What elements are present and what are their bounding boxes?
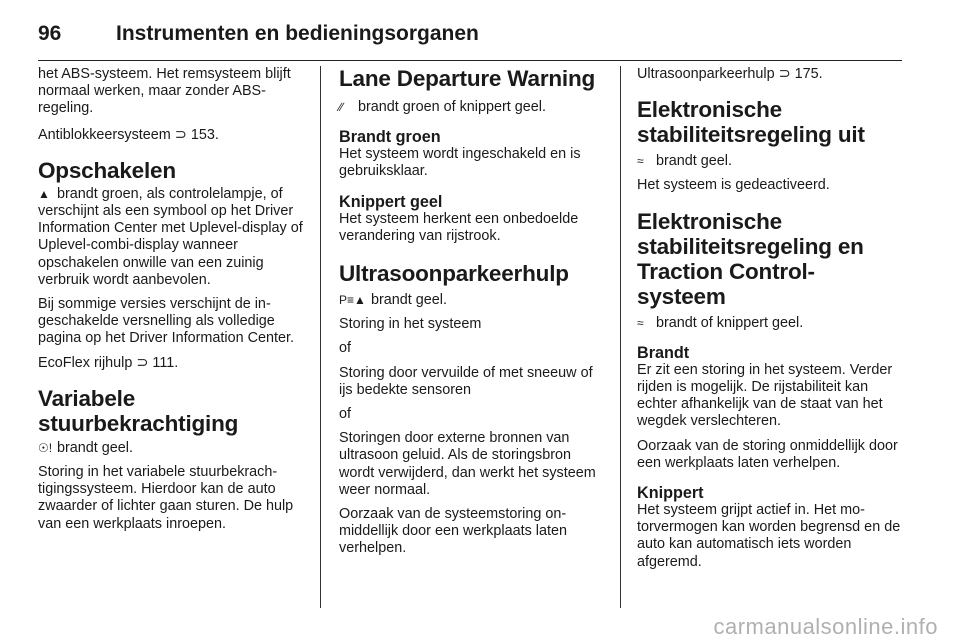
oorzaak-paragraph: Oorzaak van de systeemstoring onmiddellijk door een werkplaats laten verhelpen. — [339, 506, 567, 557]
opschakelen-paragraph — [38, 186, 306, 289]
shift-up-icon: ▲ — [38, 186, 50, 201]
column-1 — [38, 66, 306, 540]
brandt-paragraph: Er zit een storing in het systeem. Verder rijden is mogelijk. De rijstabiliteit kan echter afhankelijk van de staat van het wegdek verslechteren. — [637, 361, 893, 430]
heading-opschakelen: Opschakelen — [38, 157, 176, 183]
ecoflex-reference: EcoFlex rijhulp ⊃ 111. — [38, 354, 179, 371]
opschakelen-text: brandt groen, als controlelampje, of verschijnt als een symbool op het Driver Information Center met Uplevel-display of Uplevel-combi-display wanneer opschakelen onwille van een zuinig verbruik wordt aanbevolen. — [38, 185, 303, 288]
ultra-icon-text: brandt geel. — [367, 292, 448, 309]
abs-paragraph: het ABS-systeem. Het remsysteem blijft normaal werken, maar zonder ABS-regeling. — [38, 66, 291, 117]
heading-brandt: Brandt — [637, 343, 690, 362]
esc-tc-icon-text: brandt of knippert geel. — [652, 314, 804, 331]
esc-off-icon: ≈ — [637, 154, 644, 169]
page-title: Instrumenten en bedieningsorganen — [116, 22, 479, 45]
ultra-reference: Ultrasoonparkeerhulp ⊃ 175. — [637, 66, 823, 82]
esc-icon: ≈ — [637, 315, 644, 330]
header-rule — [38, 60, 902, 61]
watermark: carmanualsonline.info — [713, 614, 938, 639]
storing-paragraph: Storing in het systeem — [339, 316, 482, 333]
heading-esc-tc: Elektronische stabiliteitsregeling en Traction Control-systeem — [637, 208, 864, 309]
brandt-groen-paragraph: Het systeem wordt ingeschakeld en is gebruiksklaar. — [339, 146, 581, 180]
column-2 — [339, 66, 605, 565]
heading-ultrasoon: Ultrasoonparkeerhulp — [339, 261, 569, 287]
variabele-icon-paragraph — [38, 440, 306, 457]
heading-variabele: Variabele stuurbekrachtiging — [38, 385, 239, 436]
esc-uit-icon-paragraph — [637, 153, 903, 170]
knippert-geel-paragraph: Het systeem herkent een onbedoelde verandering van rijstrook. — [339, 210, 579, 244]
page-header — [38, 14, 479, 54]
column-separator — [620, 66, 621, 608]
ultra-icon-paragraph — [339, 292, 605, 309]
vervuild-paragraph: Storing door vervuilde of met sneeuw of ijs bedekte sensoren — [339, 364, 593, 398]
esc-tc-icon-paragraph — [637, 315, 903, 332]
variabele-icon-text: brandt geel. — [53, 439, 134, 456]
knippert-paragraph: Het systeem grijpt actief in. Het motorvermogen kan worden begrensd en de auto kan automatisch iets worden afgeremd. — [637, 502, 901, 570]
bijsommige-paragraph: Bij sommige versies verschijnt de ingeschakelde versnelling als volledige pagina op het Driver Information Center. — [38, 296, 294, 347]
oorzaak-paragraph: Oorzaak van de storing onmiddellijk door een werkplaats laten verhelpen. — [637, 437, 898, 471]
heading-esc-uit: Elektronische stabiliteitsregeling uit — [637, 97, 865, 148]
lane-departure-icon: ∕∕ — [339, 100, 344, 114]
variabele-paragraph: Storing in het variabele stuurbekrachtigingssysteem. Hierdoor kan de auto zwaarder of lichter gaan sturen. De hulp van een werkplaats inroepen. — [38, 464, 294, 532]
esc-uit-icon-text: brandt geel. — [652, 153, 733, 170]
externe-paragraph: Storingen door externe bronnen van ultrasoon geluid. Als de storingsbron wordt verwijderd, dan werkt het systeem weer normaal. — [339, 430, 596, 498]
of-text: of — [339, 406, 352, 423]
column-separator — [320, 66, 321, 608]
page-number: 96 — [38, 22, 62, 45]
heading-knippert: Knippert — [637, 484, 704, 503]
of-text: of — [339, 340, 352, 357]
lane-icon-paragraph — [339, 99, 605, 116]
parking-sensor-icon: P≡▲ — [339, 293, 366, 308]
heading-brandt-groen: Brandt groen — [339, 128, 441, 147]
lane-icon-text: brandt groen of knippert geel. — [354, 99, 547, 115]
heading-lane-departure: Lane Departure Warning — [339, 66, 596, 91]
steering-wheel-warning-icon: ☉! — [38, 440, 53, 455]
heading-knippert-geel: Knippert geel — [339, 192, 443, 211]
abs-reference: Antiblokkeersysteem ⊃ 153. — [38, 126, 219, 143]
gedeactiveerd-paragraph: Het systeem is gedeactiveerd. — [637, 177, 830, 194]
column-3 — [637, 66, 903, 578]
